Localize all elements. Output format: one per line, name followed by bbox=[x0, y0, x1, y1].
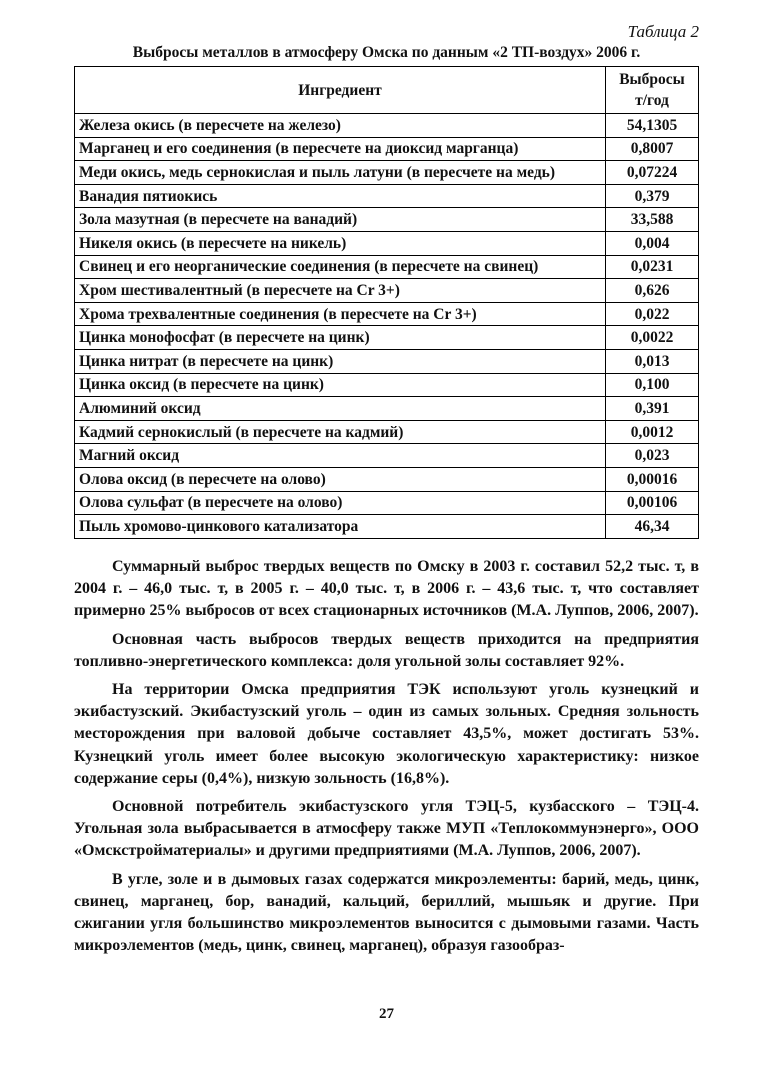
emission-value-cell: 0,0022 bbox=[606, 326, 699, 350]
ingredient-cell: Ванадия пятиокись bbox=[75, 184, 606, 208]
table-row bbox=[75, 515, 699, 539]
table-row bbox=[75, 255, 699, 279]
table-row bbox=[75, 208, 699, 232]
page-number: 27 bbox=[379, 1006, 394, 1022]
emission-value-cell: 0,00106 bbox=[606, 491, 699, 515]
ingredient-cell: Зола мазутная (в пересчете на ванадий) bbox=[75, 208, 606, 232]
table-row bbox=[75, 302, 699, 326]
ingredient-cell: Меди окись, медь сернокислая и пыль латуни (в пересчете на медь) bbox=[75, 161, 606, 185]
emission-value-cell: 0,626 bbox=[606, 279, 699, 303]
emission-value-cell: 0,00016 bbox=[606, 467, 699, 491]
emission-value-cell: 0,0231 bbox=[606, 255, 699, 279]
ingredient-cell: Марганец и его соединения (в пересчете на диоксид марганца) bbox=[75, 137, 606, 161]
header-emissions bbox=[606, 67, 699, 114]
table-row bbox=[75, 491, 699, 515]
table-row bbox=[75, 137, 699, 161]
paragraph: Основной потребитель экибастузского угля ТЭЦ-5, кузбасского – ТЭЦ-4. Угольная зола выбрасывается в атмосферу также МУП «Теплокоммунэнерго», ООО «Омскстройматериалы» и другими предприятиями (М.А. Луппов, 2006, 2007). bbox=[74, 798, 699, 860]
body-text bbox=[74, 556, 699, 963]
ingredient-cell: Олова оксид (в пересчете на олово) bbox=[75, 467, 606, 491]
table-row bbox=[75, 231, 699, 255]
table-header-row bbox=[75, 67, 699, 114]
paragraph: Основная часть выбросов твердых веществ приходится на предприятия топливно-энергетического комплекса: доля угольной золы составляет 92%. bbox=[74, 630, 699, 670]
ingredient-cell: Хрома трехвалентные соединения (в пересчете на Cr 3+) bbox=[75, 302, 606, 326]
ingredient-cell: Железа окись (в пересчете на железо) bbox=[75, 114, 606, 138]
ingredient-cell: Магний оксид bbox=[75, 444, 606, 468]
emission-value-cell: 0,022 bbox=[606, 302, 699, 326]
emissions-table bbox=[74, 66, 699, 539]
table-row bbox=[75, 161, 699, 185]
ingredient-cell: Пыль хромово-цинкового катализатора bbox=[75, 515, 606, 539]
emission-value-cell: 0,004 bbox=[606, 231, 699, 255]
ingredient-cell: Хром шестивалентный (в пересчете на Cr 3+) bbox=[75, 279, 606, 303]
table-row bbox=[75, 397, 699, 421]
ingredient-cell: Никеля окись (в пересчете на никель) bbox=[75, 231, 606, 255]
table-title: Выбросы металлов в атмосферу Омска по данным «2 ТП-воздух» 2006 г. bbox=[132, 44, 641, 61]
emission-value-cell: 0,013 bbox=[606, 349, 699, 373]
table-row bbox=[75, 420, 699, 444]
paragraph: Суммарный выброс твердых веществ по Омску в 2003 г. составил 52,2 тыс. т, в 2004 г. – 46,0 тыс. т, в 2005 г. – 40,0 тыс. т, в 2006 г. – 43,6 тыс. т, что составляет примерно 25% выбросов от всех стационарных источников (М.А. Луппов, 2006, 2007). bbox=[74, 558, 699, 620]
header-emissions-label: Выбросы bbox=[619, 71, 685, 88]
emission-value-cell: 0,100 bbox=[606, 373, 699, 397]
table-row bbox=[75, 373, 699, 397]
emission-value-cell: 0,07224 bbox=[606, 161, 699, 185]
ingredient-cell: Кадмий сернокислый (в пересчете на кадмий) bbox=[75, 420, 606, 444]
emission-value-cell: 0,0012 bbox=[606, 420, 699, 444]
paragraph: В угле, золе и в дымовых газах содержатся микроэлементы: барий, медь, цинк, свинец, марганец, бор, ванадий, кальций, бериллий, мышьяк и другие. При сжигании угля большинство микроэлементов выносится с дымовыми газами. Часть микроэлементов (медь, цинк, свинец, марганец), образуя газообраз- bbox=[74, 870, 699, 955]
table-row bbox=[75, 326, 699, 350]
table-row bbox=[75, 279, 699, 303]
header-ingredient: Ингредиент bbox=[75, 67, 606, 114]
ingredient-cell: Олова сульфат (в пересчете на олово) bbox=[75, 491, 606, 515]
ingredient-cell: Цинка монофосфат (в пересчете на цинк) bbox=[75, 326, 606, 350]
table-row bbox=[75, 349, 699, 373]
emission-value-cell: 0,023 bbox=[606, 444, 699, 468]
emission-value-cell: 0,391 bbox=[606, 397, 699, 421]
header-emissions-unit: т/год bbox=[635, 92, 669, 109]
table-row bbox=[75, 444, 699, 468]
table-row bbox=[75, 114, 699, 138]
table-row bbox=[75, 467, 699, 491]
emission-value-cell: 0,8007 bbox=[606, 137, 699, 161]
paragraph: На территории Омска предприятия ТЭК используют уголь кузнецкий и экибастузский. Экибастузский уголь – один из самых зольных. Средняя зольность месторождения при валовой добыче составляет 43,5%, может достигать 53%. Кузнецкий уголь имеет более высокую экологическую характеристику: низкое содержание серы (0,4%), низкую зольность (16,8%). bbox=[74, 681, 699, 787]
table-row bbox=[75, 184, 699, 208]
ingredient-cell: Цинка оксид (в пересчете на цинк) bbox=[75, 373, 606, 397]
emission-value-cell: 46,34 bbox=[606, 515, 699, 539]
table-label: Таблица 2 bbox=[627, 22, 699, 41]
table-body bbox=[75, 114, 699, 539]
emission-value-cell: 54,1305 bbox=[606, 114, 699, 138]
emission-value-cell: 33,588 bbox=[606, 208, 699, 232]
ingredient-cell: Алюминий оксид bbox=[75, 397, 606, 421]
ingredient-cell: Свинец и его неорганические соединения (в пересчете на свинец) bbox=[75, 255, 606, 279]
emission-value-cell: 0,379 bbox=[606, 184, 699, 208]
ingredient-cell: Цинка нитрат (в пересчете на цинк) bbox=[75, 349, 606, 373]
